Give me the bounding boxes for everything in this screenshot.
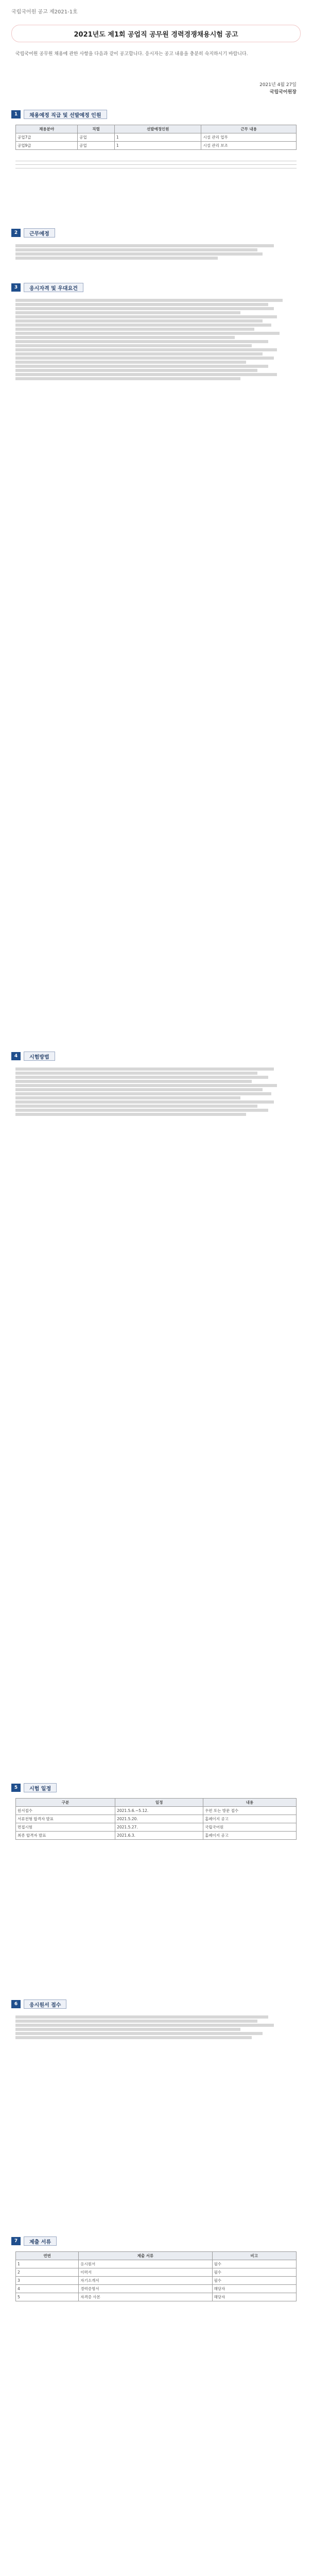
t5-r2c1: 서류전형 합격자 발표 (16, 1815, 115, 1823)
t7-r4c3: 해당자 (212, 2285, 296, 2293)
t5-h2: 일정 (115, 1799, 203, 1807)
table-1 (15, 125, 297, 170)
t7-r4c1: 4 (16, 2285, 79, 2293)
section-6-body (15, 2014, 297, 2221)
issuer (259, 81, 297, 96)
t5-h3: 내용 (203, 1799, 297, 1807)
t5-r3c3: 국립국어원 (203, 1823, 297, 1832)
t7-h3: 비고 (212, 2252, 296, 2260)
section-3-body (15, 298, 297, 1029)
t7-r2c1: 2 (16, 2268, 79, 2277)
section-5-number: 5 (11, 1784, 21, 1792)
t5-r2c2: 2021.5.20. (115, 1815, 203, 1823)
t7-r2c2: 이력서 (79, 2268, 212, 2277)
section-2-number: 2 (11, 229, 21, 237)
section-6-header (11, 1999, 66, 2009)
t5-r1c1: 원서접수 (16, 1807, 115, 1815)
t7-r1c1: 1 (16, 2260, 79, 2268)
t7-r3c3: 필수 (212, 2277, 296, 2285)
section-4-header (11, 1051, 55, 1061)
t7-r5c3: 해당자 (212, 2293, 296, 2301)
t5-r1c3: 우편 또는 방문 접수 (203, 1807, 297, 1815)
t7-r5c1: 5 (16, 2293, 79, 2301)
notice-number: 국립국어원 공고 제2021-1호 (11, 9, 78, 15)
t1-r2c2: 공업 (78, 142, 115, 150)
section-2-header (11, 228, 55, 238)
t7-r1c3: 필수 (212, 2260, 296, 2268)
table-5 (15, 1798, 297, 1840)
issuer-org: 국립국어원장 (269, 90, 297, 95)
t5-h1: 구분 (16, 1799, 115, 1807)
section-3-title: 응시자격 및 우대요건 (24, 283, 83, 292)
t1-r2c3: 1 (114, 142, 201, 150)
t7-r1c2: 응시원서 (79, 2260, 212, 2268)
t7-r3c1: 3 (16, 2277, 79, 2285)
issue-date: 2021년 4월 27일 (259, 82, 297, 88)
t7-r4c2: 경력증명서 (79, 2285, 212, 2293)
t5-r2c3: 홈페이지 공고 (203, 1815, 297, 1823)
section-4-number: 4 (11, 1052, 21, 1060)
t7-r2c3: 필수 (212, 2268, 296, 2277)
t1-h4: 근무 내용 (201, 125, 297, 133)
section-5-title: 시험 일정 (24, 1783, 57, 1792)
section-3-header (11, 282, 83, 293)
section-4-title: 시험방법 (24, 1052, 55, 1061)
t5-r4c2: 2021.6.3. (115, 1832, 203, 1840)
section-1-title: 채용예정 직급 및 선발예정 인원 (24, 110, 107, 119)
intro-text: 국립국어원 공무원 채용에 관한 사항을 다음과 같이 공고합니다. 응시자는 공고 내용을 충분히 숙지하시기 바랍니다. (15, 52, 248, 57)
t1-r2c4: 시설 관리 보조 (201, 142, 297, 150)
t1-r1c2: 공업 (78, 133, 115, 142)
t5-r3c2: 2021.5.27. (115, 1823, 203, 1832)
t7-h1: 연번 (16, 2252, 79, 2260)
t1-h1: 채용분야 (16, 125, 78, 133)
section-1-number: 1 (11, 110, 21, 118)
table-7 (15, 2251, 297, 2301)
section-7-title: 제출 서류 (24, 2236, 57, 2246)
section-6-title: 응시원서 접수 (24, 1999, 66, 2009)
t5-r4c1: 최종 합격자 발표 (16, 1832, 115, 1840)
section-3-number: 3 (11, 283, 21, 292)
t7-r3c2: 자기소개서 (79, 2277, 212, 2285)
section-2-body (15, 243, 297, 261)
t1-r1c4: 시설 관리 업무 (201, 133, 297, 142)
section-1-header (11, 109, 107, 120)
t5-r3c1: 면접시험 (16, 1823, 115, 1832)
t1-r2c1: 공업9급 (16, 142, 78, 150)
t7-r5c2: 자격증 사본 (79, 2293, 212, 2301)
section-5-header (11, 1783, 57, 1793)
t1-h3: 선발예정인원 (114, 125, 201, 133)
section-7-number: 7 (11, 2237, 21, 2245)
page-title: 2021년도 제1회 공업직 공무원 경력경쟁채용시험 공고 (11, 25, 301, 42)
t1-h2: 직렬 (78, 125, 115, 133)
t5-r4c3: 홈페이지 공고 (203, 1832, 297, 1840)
section-6-number: 6 (11, 2000, 21, 2008)
t1-r1c1: 공업7급 (16, 133, 78, 142)
t7-h2: 제출 서류 (79, 2252, 212, 2260)
section-7-header (11, 2236, 57, 2246)
section-4-body (15, 1066, 297, 1747)
t1-r1c3: 1 (114, 133, 201, 142)
section-2-title: 근무예정 (24, 228, 55, 238)
t5-r1c2: 2021.5.6.~5.12. (115, 1807, 203, 1815)
